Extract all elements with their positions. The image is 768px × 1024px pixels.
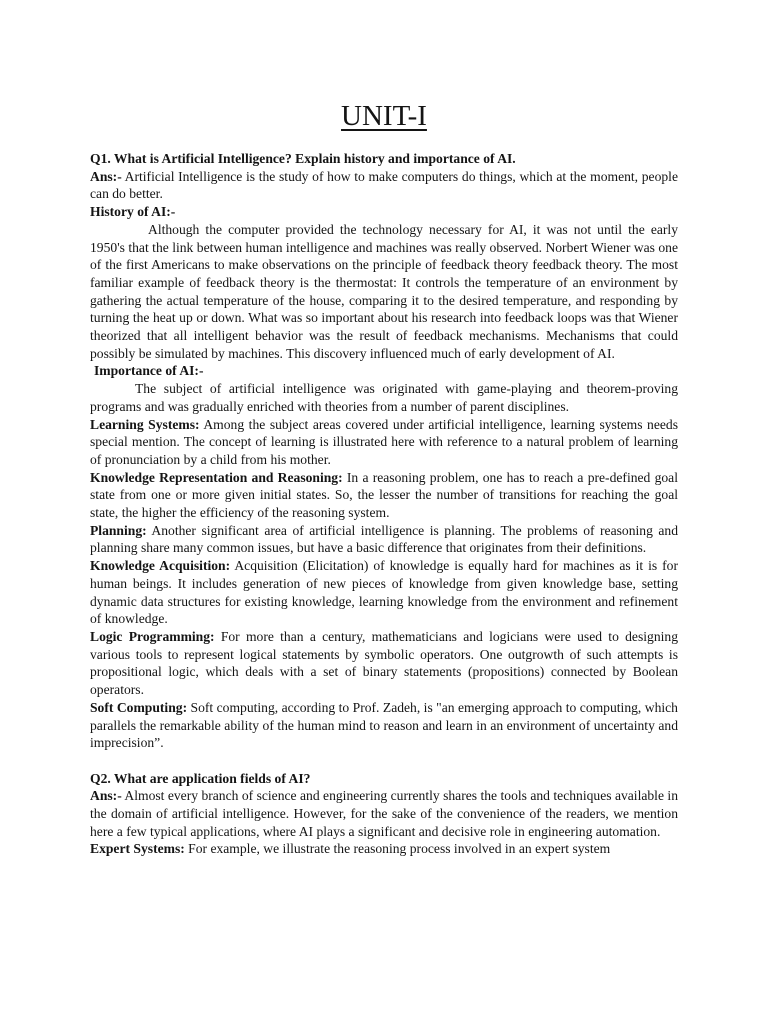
document-page <box>90 96 678 858</box>
history-paragraph: Although the computer provided the technology necessary for AI, it was not until the early 1950's that the link between human intelligence and machines was really observed. Norbert Wiener was one of the first Americans to make observations on the principle of feedback theory feedback theory. The most familiar example of feedback theory is the thermostat: It controls the temperature of an environment by gathering the actual temperature of the house, comparing it to the desired temperature, and responding by turning the heat up or down. What was so important about his research into feedback loops was that Wiener theorized that all intelligent behavior was the result of feedback mechanisms. Mechanisms that could possibly be simulated by machines. This discovery influenced much of early development of AI. <box>90 221 678 361</box>
expert-systems-label: Expert Systems: <box>90 841 185 857</box>
logic-programming-text: For more than a century, mathematicians and logicians were used to designing various tools to represent logical statements by symbolic operators. One outgrowth of such attempts is propositional logic, which deals with a set of binary statements (propositions) connected by Boolean operators. <box>90 628 678 698</box>
planning-paragraph <box>90 522 678 557</box>
logic-programming-label: Logic Programming: <box>90 628 215 644</box>
importance-paragraph: The subject of artificial intelligence was originated with game-playing and theorem-proving programs and was gradually enriched with theories from a number of parent disciplines. <box>90 381 678 414</box>
question-1: Q1. What is Artificial Intelligence? Explain history and importance of AI. <box>90 151 516 166</box>
planning-text: Another significant area of artificial intelligence is planning. The problems of reasoning and planning share many common issues, but have a basic difference that originates from their definitions. <box>90 522 678 556</box>
soft-computing-label: Soft Computing: <box>90 699 188 715</box>
planning-label: Planning: <box>90 522 147 538</box>
history-heading: History of AI:- <box>90 204 176 220</box>
answer-1-paragraph <box>90 168 678 203</box>
knowledge-representation-paragraph <box>90 469 678 522</box>
expert-systems-text: For example, we illustrate the reasoning process involved in an expert system <box>184 841 611 857</box>
unit-title-text: UNIT-I <box>341 100 427 132</box>
knowledge-representation-text: In a reasoning problem, one has to reach a pre-defined goal state from one or more given initial states. So, the lesser the number of transitions for reaching the goal state, the higher the efficiency of the reasoning system. <box>90 469 678 521</box>
answer-2-label: Ans:- <box>90 788 122 804</box>
learning-systems-label: Learning Systems: <box>90 416 200 432</box>
soft-computing-paragraph <box>90 699 678 752</box>
knowledge-acquisition-label: Knowledge Acquisition: <box>90 558 231 574</box>
question-2: Q2. What are application fields of AI? <box>90 770 311 786</box>
knowledge-representation-label: Knowledge Representation and Reasoning: <box>90 469 343 485</box>
knowledge-acquisition-paragraph <box>90 557 678 628</box>
section-spacer <box>90 752 678 770</box>
learning-systems-paragraph <box>90 416 678 469</box>
importance-heading: Importance of AI:- <box>94 363 204 379</box>
expert-systems-paragraph <box>90 840 678 858</box>
answer-1-label: Ans:- <box>90 168 122 184</box>
soft-computing-text: Soft computing, according to Prof. Zadeh, is "an emerging approach to computing, which parallels the remarkable ability of the human mind to reason and learn in an environment of uncertainty and imprecision”. <box>90 699 678 751</box>
knowledge-acquisition-text: Acquisition (Elicitation) of knowledge is equally hard for machines as it is for human beings. It includes generation of new pieces of knowledge from given knowledge base, setting dynamic data structures for existing knowledge, learning knowledge from the environment and refinement of knowledge. <box>90 558 678 627</box>
answer-1-text: Artificial Intelligence is the study of how to make computers do things, which at the moment, people can do better. <box>90 168 678 202</box>
learning-systems-text: Among the subject areas covered under artificial intelligence, learning systems needs special mention. The concept of learning is illustrated here with reference to a natural problem of learning of pronunciation by a child from his mother. <box>90 416 678 467</box>
answer-2-text: Almost every branch of science and engineering currently shares the tools and techniques available in the domain of artificial intelligence. However, for the sake of the convenience of the readers, we mention here a few typical applications, where AI plays a significant and decisive role in engineering automation. <box>90 788 678 839</box>
unit-title <box>90 96 678 136</box>
logic-programming-paragraph <box>90 628 678 699</box>
answer-2-paragraph <box>90 787 678 840</box>
